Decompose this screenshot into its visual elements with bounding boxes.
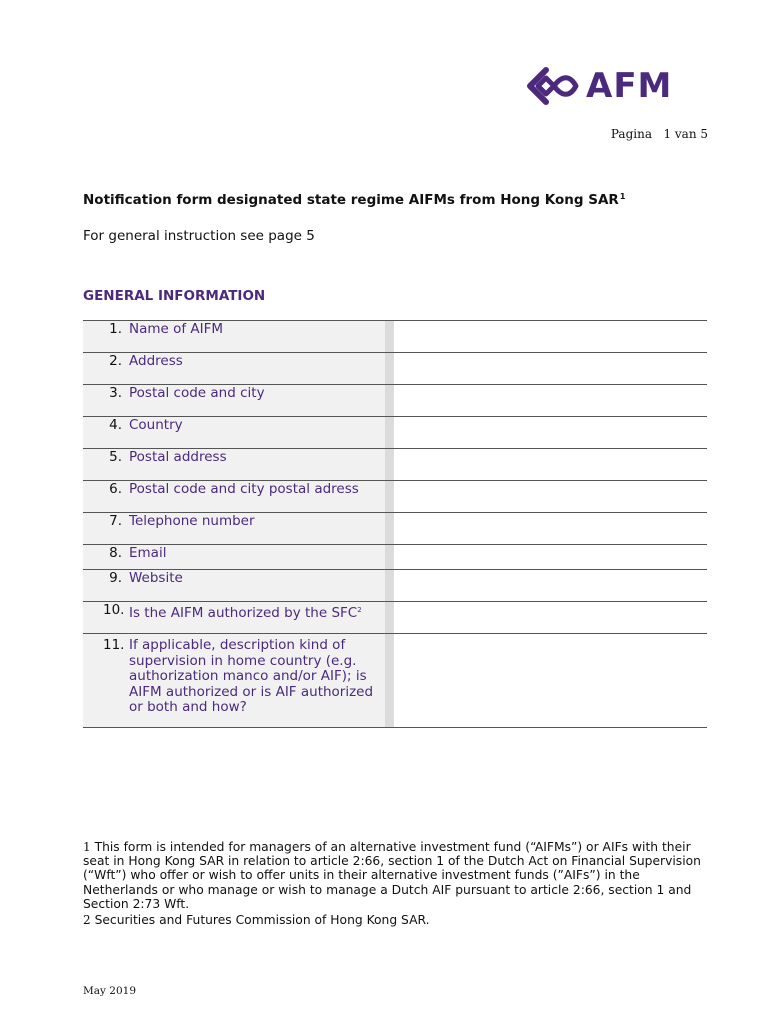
row-number: 4. [109, 417, 122, 433]
row-number: 3. [109, 385, 122, 401]
telephone-input[interactable] [394, 513, 707, 544]
country-input[interactable] [394, 417, 707, 448]
afm-logo-icon [524, 67, 586, 105]
row-number: 8. [109, 545, 122, 561]
row-number: 11. [103, 637, 125, 653]
row-label: Address [129, 353, 183, 369]
postal-address-input[interactable] [394, 449, 707, 480]
website-input[interactable] [394, 570, 707, 601]
footnote-number: 2 [83, 913, 91, 928]
form-row-address [83, 353, 707, 385]
row-label-text: Is the AIFM authorized by the SFC [129, 605, 358, 621]
email-input[interactable] [394, 545, 707, 569]
row-label: Email [129, 545, 167, 561]
form-row-email [83, 545, 707, 570]
row-label: If applicable, description kind of supervision in home country (e.g. authorization manco and/or AIF); is AIFM authorized or is AIF authorized or both and how? [129, 637, 374, 715]
footnote-2 [83, 913, 708, 927]
footnotes [83, 840, 708, 929]
general-information-table [83, 320, 707, 728]
form-row-telephone [83, 513, 707, 545]
field-label [83, 385, 394, 416]
row-number: 5. [109, 449, 122, 465]
field-label [83, 353, 394, 384]
afm-logo [524, 66, 684, 106]
row-label: Postal address [129, 449, 227, 465]
field-label [83, 417, 394, 448]
page-label: Pagina [610, 127, 652, 141]
title-text: Notification form designated state regime AIFMs from Hong Kong SAR [83, 192, 619, 208]
field-label [83, 449, 394, 480]
footnote-number: 1 [83, 840, 91, 854]
general-instruction: For general instruction see page 5 [83, 228, 315, 244]
footer-date: May 2019 [83, 985, 137, 997]
row-number: 2. [109, 353, 122, 369]
supervision-description-input[interactable] [394, 634, 707, 727]
field-label [83, 481, 394, 512]
row-number: 7. [109, 513, 122, 529]
logo-text: AFM [586, 66, 673, 106]
form-row-name-of-aifm [83, 321, 707, 353]
field-label [83, 602, 394, 633]
row-label: Postal code and city postal adress [129, 481, 359, 497]
form-row-postal-code-city-postal-address [83, 481, 707, 513]
row-number: 6. [109, 481, 122, 497]
row-label [129, 603, 377, 622]
field-label [83, 321, 394, 352]
sfc-authorized-input[interactable] [394, 602, 707, 633]
form-row-website [83, 570, 707, 602]
field-label [83, 570, 394, 601]
row-label: Name of AIFM [129, 321, 224, 337]
footnote-text: Securities and Futures Commission of Hong Kong SAR. [94, 913, 430, 928]
field-label [83, 513, 394, 544]
document-title [83, 192, 625, 208]
row-number: 9. [109, 570, 122, 586]
title-footnote-ref: 1 [619, 192, 626, 201]
footnote-text: This form is intended for managers of an alternative investment fund (“AIFMs”) or AIFs with their seat in Hong Kong SAR in relation to article 2:66, section 1 of the Dutch Act on Financial Supervision (“Wft”) who offer or wish to offer units in their alternative investment funds (”AIFs”) in the Netherlands or who manage or wish to manage a Dutch AIF pursuant to article 2:66, section 1 and Section 2:73 Wft. [83, 840, 701, 911]
form-row-sfc-authorized [83, 602, 707, 634]
name-of-aifm-input[interactable] [394, 321, 707, 352]
footnote-1 [83, 840, 708, 911]
row-label: Postal code and city [129, 385, 265, 401]
section-heading: GENERAL INFORMATION [83, 288, 266, 304]
address-input[interactable] [394, 353, 707, 384]
field-label [83, 545, 394, 569]
footnote-ref: 2 [357, 606, 362, 614]
field-label [83, 634, 394, 727]
row-number: 10. [103, 602, 125, 618]
postal-code-city-postal-address-input[interactable] [394, 481, 707, 512]
row-number: 1. [109, 321, 122, 337]
page-indicator [611, 127, 708, 141]
page-number: 1 van 5 [663, 127, 708, 141]
form-row-supervision-description [83, 634, 707, 728]
row-label: Telephone number [129, 513, 255, 529]
form-row-postal-address [83, 449, 707, 481]
form-row-postal-code-city [83, 385, 707, 417]
row-label: Country [129, 417, 183, 433]
postal-code-city-input[interactable] [394, 385, 707, 416]
row-label: Website [129, 570, 183, 586]
form-row-country [83, 417, 707, 449]
